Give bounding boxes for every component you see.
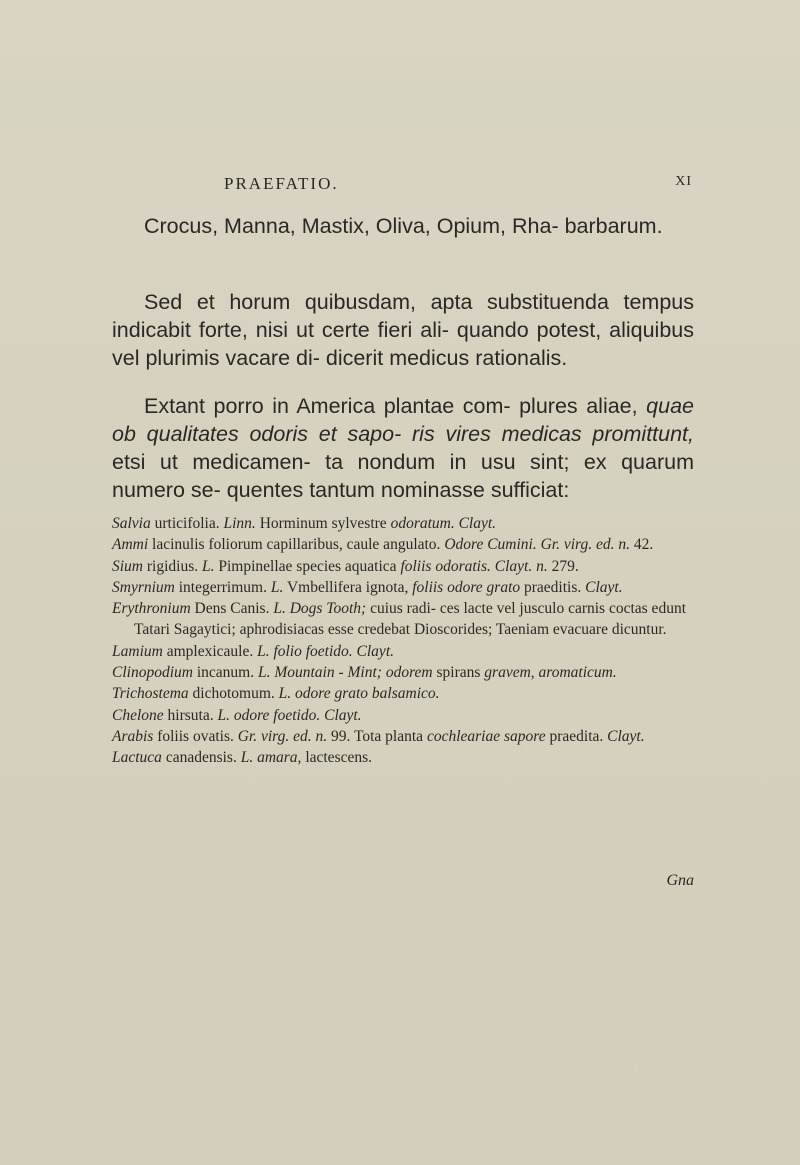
- list-item: [112, 598, 697, 641]
- entry-text: praedita.: [545, 727, 608, 745]
- paragraph-3-text: [112, 392, 694, 504]
- paragraph-2-text: Sed et horum quibusdam, apta substituenda tempus indicabit forte, nisi ut certe fieri ali- quando potest, aliquibus vel plurimis vacare di- dicerit medicus rationalis.: [112, 290, 694, 370]
- plant-name: Smyrnium: [112, 578, 175, 596]
- entry-ref: L. odore foetido. Clayt.: [217, 706, 362, 724]
- plant-name: Clinopodium: [112, 664, 193, 682]
- plant-name: Lactuca: [112, 749, 162, 767]
- paragraph-2: [112, 288, 694, 372]
- list-item: [112, 705, 697, 726]
- entry-text: Pimpinellae species aquatica: [214, 557, 401, 575]
- entry-text: lacinulis foliorum capillaribus, caule angulato.: [148, 536, 445, 554]
- entry-ref: L.: [202, 557, 215, 575]
- entry-ref: gravem, aromaticum.: [484, 664, 617, 682]
- entry-ref: L. odore grato balsamico.: [278, 685, 440, 703]
- plant-name: Salvia: [112, 515, 151, 532]
- plant-name: Lamium: [112, 642, 163, 660]
- entry-ref: foliis odoratis. Clayt. n.: [400, 557, 548, 575]
- entry-text: 42.: [630, 536, 654, 554]
- list-item: [112, 513, 697, 534]
- entry-ref: L. folio foetido. Clayt.: [257, 642, 394, 660]
- plant-name: Sium: [112, 557, 143, 575]
- entry-text: Vmbellifera ignota,: [283, 578, 413, 596]
- entry-text: foliis ovatis.: [153, 727, 238, 745]
- list-item: [112, 641, 697, 662]
- list-item: [112, 534, 697, 555]
- list-item: [112, 577, 697, 598]
- entry-ref: foliis odore grato: [412, 578, 521, 596]
- entry-text: Dens Canis.: [190, 600, 274, 618]
- list-item: [112, 662, 697, 683]
- entry-ref: cochleariae sapore: [426, 727, 546, 745]
- entry-text: lactescens.: [301, 749, 373, 767]
- paragraph-3: [112, 392, 694, 504]
- entry-text: cuius radi- ces lacte vel jusculo carnis coctas edunt Tatari Sagaytici; aphrodisiacas esse credebat Dioscorides; Taeniam evacuare dicuntur.: [134, 600, 686, 639]
- entry-ref: Odore Cumini. Gr. virg. ed. n.: [444, 536, 631, 554]
- entry-ref: Gr. virg. ed. n.: [237, 727, 328, 745]
- entry-ref: L. Dogs Tooth;: [273, 600, 367, 618]
- entry-ref: odoratum. Clayt.: [390, 515, 497, 532]
- catchword: Gna: [666, 872, 694, 889]
- list-item: [112, 683, 697, 704]
- p3-end: etsi ut medicamen- ta nondum in usu sint; ex quarum numero se- quentes tantum nominasse sufficiat:: [112, 450, 694, 502]
- plant-name: Chelone: [112, 706, 164, 724]
- entry-ref: L.: [270, 578, 284, 596]
- entry-text: dichotomum.: [188, 685, 279, 703]
- list-item: [112, 556, 697, 577]
- list-item: [112, 726, 697, 747]
- entry-text: rigidius.: [143, 557, 202, 575]
- paragraph-1-text: Crocus, Manna, Mastix, Oliva, Opium, Rha- barbarum.: [144, 214, 663, 238]
- running-title: PRAEFATIO.: [224, 174, 339, 193]
- entry-text: Horminum sylvestre: [255, 515, 391, 532]
- page-number: XI: [675, 174, 692, 189]
- plant-name: Arabis: [112, 727, 154, 745]
- plant-name: Erythronium: [112, 600, 191, 618]
- entry-ref: Clayt.: [607, 727, 645, 745]
- p3-italic: quae ob qualitates odoris et sapo- ris vires medicas promittunt,: [112, 394, 694, 446]
- entry-text: integerrimum.: [174, 578, 271, 596]
- paragraph-1: [112, 212, 694, 240]
- entry-ref: Clayt.: [585, 578, 623, 596]
- entry-ref: L. amara,: [240, 749, 302, 767]
- plant-list: [112, 513, 697, 769]
- entry-text: praeditis.: [520, 578, 586, 596]
- entry-text: amplexicaule.: [162, 642, 258, 660]
- entry-text: hirsuta.: [163, 706, 218, 724]
- entry-text: urticifolia.: [150, 515, 224, 532]
- list-item: [112, 747, 697, 768]
- entry-text: 279.: [547, 557, 579, 575]
- entry-text: 99. Tota planta: [327, 727, 427, 745]
- entry-text: canadensis.: [161, 749, 241, 767]
- entry-text: incanum.: [192, 664, 258, 682]
- plant-name: Ammi: [112, 536, 149, 554]
- entry-text: spirans: [432, 664, 485, 682]
- p3-start: Extant porro in America plantae com- plures aliae,: [144, 394, 647, 418]
- entry-ref: L. Mountain - Mint; odorem: [257, 664, 433, 682]
- entry-ref: Linn.: [223, 515, 256, 532]
- plant-name: Trichostema: [112, 685, 189, 703]
